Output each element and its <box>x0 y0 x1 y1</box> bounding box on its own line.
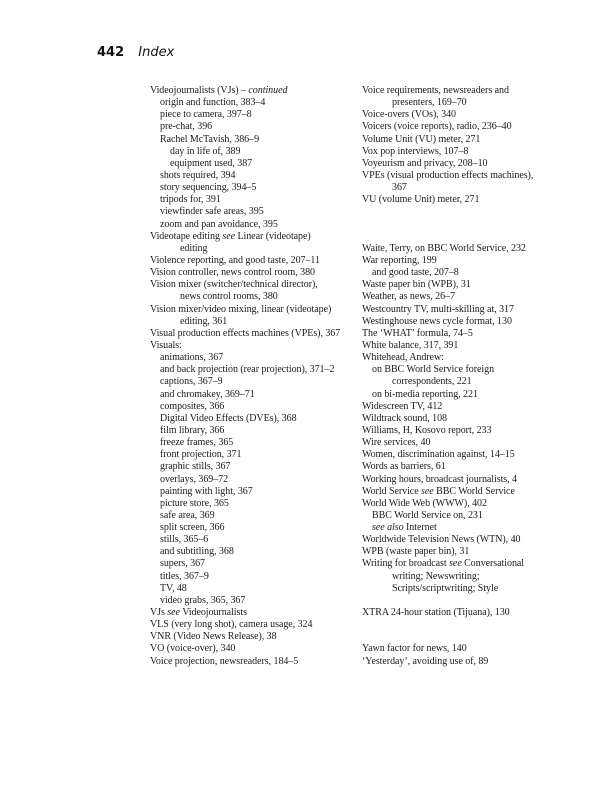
index-subentry <box>362 364 562 376</box>
index-text: Linear (videotape) <box>235 230 311 242</box>
index-text: and subtitling, 368 <box>160 546 234 558</box>
index-subentry <box>150 121 360 133</box>
index-entry-continuation <box>150 291 360 303</box>
index-text: graphic stills, 367 <box>160 461 231 473</box>
index-text: stills, 365–6 <box>160 534 209 546</box>
index-text: composites, 366 <box>160 400 225 412</box>
index-subentry <box>150 170 360 182</box>
index-text: VPEs (visual production effects machines), <box>362 169 534 181</box>
index-entry <box>150 85 360 97</box>
index-text: safe area, 369 <box>160 509 215 521</box>
index-text: day in life of, 389 <box>170 145 241 157</box>
index-entry-continuation <box>362 97 562 109</box>
index-text: film library, 366 <box>160 424 225 436</box>
index-subentry <box>150 146 360 158</box>
index-spacer <box>362 619 562 631</box>
index-subentry <box>150 401 360 413</box>
index-text: split screen, 366 <box>160 522 225 534</box>
index-text: TV, 48 <box>160 582 187 594</box>
index-text: piece to camera, 397–8 <box>160 109 252 121</box>
index-entry <box>150 279 360 291</box>
index-text: and back projection (rear projection), 371–2 <box>160 364 335 376</box>
index-entry <box>362 461 562 473</box>
index-text-italic: see <box>449 558 462 570</box>
index-text: Yawn factor for news, 140 <box>362 643 467 655</box>
index-text: World Service <box>362 485 422 497</box>
index-entry <box>362 486 562 498</box>
index-entry <box>150 304 360 316</box>
page-header <box>97 45 174 60</box>
index-text: Volume Unit (VU) meter, 271 <box>362 133 481 145</box>
index-text: The ‘WHAT’ formula, 74–5 <box>362 327 473 339</box>
index-text: presenters, 169–70 <box>392 97 467 109</box>
index-entry <box>362 328 562 340</box>
index-subentry <box>150 534 360 546</box>
index-text: story sequencing, 394–5 <box>160 182 257 194</box>
index-text: overlays, 369–72 <box>160 473 229 485</box>
index-entry <box>150 643 360 655</box>
index-text: Vision mixer (switcher/technical director), <box>150 279 318 291</box>
index-text: Weather, as news, 26–7 <box>362 291 455 303</box>
index-entry-continuation <box>362 583 562 595</box>
index-entry <box>362 85 562 97</box>
index-text: Videotape editing <box>150 230 223 242</box>
index-subentry <box>150 486 360 498</box>
index-text: Williams, H, Kosovo report, 233 <box>362 424 492 436</box>
index-text: painting with light, 367 <box>160 485 253 497</box>
index-subentry <box>362 522 562 534</box>
index-subentry <box>150 437 360 449</box>
index-entry <box>362 158 562 170</box>
index-text: Westcountry TV, multi-skilling at, 317 <box>362 303 514 315</box>
index-text: Wildtrack sound, 108 <box>362 412 447 424</box>
index-subentry <box>150 510 360 522</box>
index-text: and good taste, 207–8 <box>372 267 459 279</box>
index-text: Vox pop interviews, 107–8 <box>362 145 469 157</box>
index-text: XTRA 24-hour station (Tijuana), 130 <box>362 607 510 619</box>
index-entry <box>150 255 360 267</box>
index-subentry <box>150 97 360 109</box>
index-text: Waite, Terry, on BBC World Service, 232 <box>362 242 526 254</box>
index-subentry <box>150 413 360 425</box>
index-text: editing, 361 <box>180 315 228 327</box>
index-subentry <box>150 474 360 486</box>
index-text: Whitehead, Andrew: <box>362 352 444 364</box>
index-text: Voice requirements, newsreaders and <box>362 85 509 96</box>
index-entry-continuation <box>362 182 562 194</box>
index-text: video grabs, 365, 367 <box>160 594 246 606</box>
index-subentry <box>150 425 360 437</box>
index-text-italic: see <box>222 230 235 242</box>
page-title: Index <box>138 45 175 60</box>
index-text: news control rooms, 380 <box>180 291 278 303</box>
index-entry <box>150 340 360 352</box>
index-entry <box>362 558 562 570</box>
index-entry <box>150 231 360 243</box>
index-text: VU (volume Unit) meter, 271 <box>362 194 480 206</box>
index-text: Women, discrimination against, 14–15 <box>362 449 515 461</box>
index-spacer <box>362 231 562 243</box>
index-text: captions, 367–9 <box>160 376 223 388</box>
index-entry <box>150 631 360 643</box>
index-text: equipment used, 387 <box>170 157 253 169</box>
index-text: 367 <box>392 182 407 194</box>
index-subentry <box>150 389 360 401</box>
index-text: VLS (very long shot), camera usage, 324 <box>150 619 313 631</box>
index-text: Internet <box>403 522 437 534</box>
index-text: Words as barriers, 61 <box>362 461 446 473</box>
index-subentry <box>362 267 562 279</box>
index-entry <box>362 134 562 146</box>
index-entry <box>362 194 562 206</box>
index-text: Voice-overs (VOs), 340 <box>362 109 456 121</box>
index-subentry <box>150 182 360 194</box>
index-text-italic: see also <box>372 522 404 534</box>
index-entry <box>362 656 562 668</box>
index-entry <box>150 656 360 668</box>
index-entry <box>362 255 562 267</box>
index-text: Visual production effects machines (VPEs), 367 <box>150 327 341 339</box>
index-entry <box>362 607 562 619</box>
index-text: viewfinder safe areas, 395 <box>160 206 264 218</box>
index-entry <box>362 534 562 546</box>
index-text: and chromakey, 369–71 <box>160 388 255 400</box>
index-entry <box>150 328 360 340</box>
index-entry <box>362 146 562 158</box>
index-subentry <box>150 498 360 510</box>
index-text: origin and function, 383–4 <box>160 97 266 109</box>
index-text-italic: see <box>421 485 434 497</box>
index-subentry <box>150 219 360 231</box>
index-spacer <box>362 595 562 607</box>
index-text: Visuals: <box>150 339 182 351</box>
index-entry <box>150 607 360 619</box>
index-entry <box>150 267 360 279</box>
index-text: Voice projection, newsreaders, 184–5 <box>150 655 299 667</box>
index-text: Waste paper bin (WPB), 31 <box>362 279 471 291</box>
index-spacer <box>362 219 562 231</box>
index-text: Worldwide Television News (WTN), 40 <box>362 534 521 546</box>
page-number: 442 <box>97 45 125 60</box>
index-entry <box>362 437 562 449</box>
index-text: Conversational <box>461 558 525 570</box>
index-text: Rachel McTavish, 386–9 <box>160 133 260 145</box>
index-entry <box>362 413 562 425</box>
index-entry <box>362 170 562 182</box>
index-text: Videojournalists <box>179 607 247 619</box>
index-subentry <box>150 522 360 534</box>
index-text: Westinghouse news cycle format, 130 <box>362 315 512 327</box>
index-entry <box>362 498 562 510</box>
index-entry-continuation <box>362 571 562 583</box>
index-subentry <box>150 558 360 570</box>
index-text: Working hours, broadcast journalists, 4 <box>362 473 517 485</box>
index-subentry <box>150 583 360 595</box>
index-subentry <box>150 352 360 364</box>
index-entry <box>362 401 562 413</box>
index-subentry <box>150 158 360 170</box>
index-subentry <box>150 364 360 376</box>
index-text-italic: continued <box>248 85 288 96</box>
index-entry <box>362 121 562 133</box>
index-text: WPB (waste paper bin), 31 <box>362 546 470 558</box>
index-text: Videojournalists (VJs) – <box>150 85 249 96</box>
index-subentry <box>150 194 360 206</box>
index-text: BBC World Service <box>433 485 515 497</box>
index-text: VJs <box>150 607 168 619</box>
index-text: Scripts/scriptwriting; Style <box>392 582 499 594</box>
index-text: pre-chat, 396 <box>160 121 213 133</box>
index-subentry <box>362 389 562 401</box>
index-text: freeze frames, 365 <box>160 437 234 449</box>
index-text: VO (voice-over), 340 <box>150 643 236 655</box>
index-text: VNR (Video News Release), 38 <box>150 631 277 643</box>
index-subentry <box>150 461 360 473</box>
index-text: titles, 367–9 <box>160 570 209 582</box>
index-text: correspondents, 221 <box>392 376 472 388</box>
index-text: Wire services, 40 <box>362 437 431 449</box>
index-text-italic: see <box>167 607 180 619</box>
index-spacer <box>362 631 562 643</box>
index-entry <box>362 340 562 352</box>
index-subentry <box>150 546 360 558</box>
index-text: front projection, 371 <box>160 449 242 461</box>
index-text: zoom and pan avoidance, 395 <box>160 218 278 230</box>
index-entry <box>362 546 562 558</box>
index-entry <box>362 474 562 486</box>
index-text: Vision mixer/video mixing, linear (videotape) <box>150 303 332 315</box>
index-text: ‘Yesterday’, avoiding use of, 89 <box>362 655 489 667</box>
index-entry <box>362 304 562 316</box>
index-subentry <box>150 134 360 146</box>
index-text: on BBC World Service foreign <box>372 364 495 376</box>
index-entry <box>362 109 562 121</box>
index-text: editing <box>180 242 208 254</box>
index-text: shots required, 394 <box>160 169 236 181</box>
index-text: Violence reporting, and good taste, 207–11 <box>150 254 320 266</box>
index-text: supers, 367 <box>160 558 206 570</box>
index-text: War reporting, 199 <box>362 254 437 266</box>
index-entry-continuation <box>150 316 360 328</box>
index-subentry <box>150 595 360 607</box>
index-text: Voicers (voice reports), radio, 236–40 <box>362 121 512 133</box>
index-subentry <box>150 206 360 218</box>
index-column-left <box>150 85 360 668</box>
index-subentry <box>150 449 360 461</box>
index-text: White balance, 317, 391 <box>362 339 459 351</box>
index-spacer <box>362 206 562 218</box>
index-text: picture store, 365 <box>160 497 229 509</box>
index-entry-continuation <box>362 376 562 388</box>
index-text: Digital Video Effects (DVEs), 368 <box>160 412 297 424</box>
index-text: Voyeurism and privacy, 208–10 <box>362 157 488 169</box>
index-text: tripods for, 391 <box>160 194 221 206</box>
index-entry <box>362 291 562 303</box>
index-subentry <box>150 376 360 388</box>
index-entry <box>362 449 562 461</box>
index-text: writing; Newswriting; <box>392 570 480 582</box>
index-text: World Wide Web (WWW), 402 <box>362 497 487 509</box>
index-text: Widescreen TV, 412 <box>362 400 443 412</box>
index-text: BBC World Service on, 231 <box>372 509 483 521</box>
index-text: on bi-media reporting, 221 <box>372 388 478 400</box>
index-column-right <box>362 85 562 668</box>
index-entry <box>150 619 360 631</box>
index-entry <box>362 425 562 437</box>
index-subentry <box>150 109 360 121</box>
index-entry <box>362 243 562 255</box>
index-entry <box>362 352 562 364</box>
index-entry <box>362 316 562 328</box>
index-subentry <box>150 571 360 583</box>
index-text: Writing for broadcast <box>362 558 450 570</box>
index-text: Vision controller, news control room, 380 <box>150 267 315 279</box>
index-text: animations, 367 <box>160 352 224 364</box>
index-entry <box>362 643 562 655</box>
index-subentry <box>362 510 562 522</box>
index-entry <box>362 279 562 291</box>
index-entry-continuation <box>150 243 360 255</box>
